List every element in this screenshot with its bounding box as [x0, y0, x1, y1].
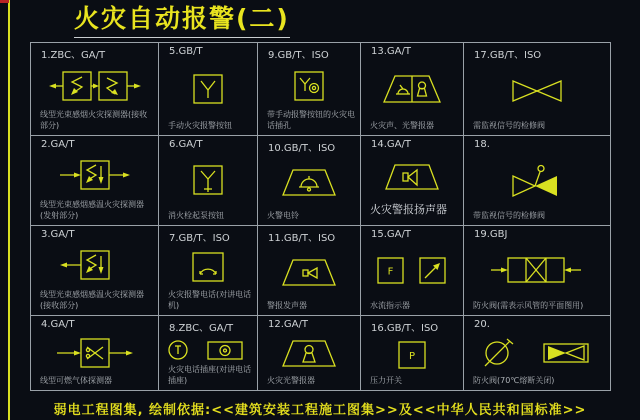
cell-code: 15.GA/T: [371, 229, 411, 240]
call-point-with-phone-jack-icon: [258, 61, 360, 110]
pressure-switch-icon: [361, 334, 463, 376]
cell-desc: 警报发声器: [267, 300, 307, 310]
monitored-service-valve-icon: [464, 150, 610, 211]
cell-desc: 火灾警报扬声器: [370, 202, 447, 216]
cell-desc: 火灾电话插座(对讲电话插座): [168, 365, 252, 385]
cell-code: 13.GA/T: [371, 46, 411, 57]
line-type-gas-detector-icon: [31, 330, 158, 376]
hydrant-pump-start-button-icon: [159, 150, 257, 211]
cell-code: 6.GA/T: [169, 139, 203, 150]
legend-cell-1: [31, 43, 159, 136]
cell-desc: 防火阀(需表示风管的平面图用): [473, 300, 584, 310]
fire-telephone-socket-icon: [159, 334, 257, 365]
fire-alarm-loudspeaker-icon: [361, 150, 463, 203]
cell-desc: 火警电铃: [267, 210, 299, 220]
legend-table: [30, 42, 611, 391]
cell-code: 14.GA/T: [371, 139, 411, 150]
legend-cell-7: [159, 226, 258, 316]
cell-desc: 防火阀(70℃熔断关闭): [473, 375, 555, 385]
cell-desc: 压力开关: [370, 375, 402, 385]
red-corner-mark: [0, 0, 9, 3]
fire-alarm-bell-icon: [258, 154, 360, 211]
cell-code: 18.: [474, 139, 490, 150]
cell-code: 10.GB/T、ISO: [268, 143, 336, 154]
cell-desc: 水流指示器: [370, 300, 410, 310]
legend-cell-4: [31, 316, 159, 391]
fire-damper-70c-icon: [464, 330, 610, 376]
cell-code: 2.GA/T: [41, 139, 75, 150]
cell-code: 20.: [474, 319, 490, 330]
cell-desc: 消火栓起泵按钮: [168, 210, 224, 220]
fire-alarm-telephone-icon: [159, 244, 257, 290]
svg-text:F: F: [387, 266, 394, 278]
legend-cell-8: [159, 316, 258, 391]
legend-cell-13: [361, 43, 464, 136]
cell-code: 4.GA/T: [41, 319, 75, 330]
cell-desc: 带手动报警按钮的火灾电话插孔: [267, 110, 355, 130]
cell-desc: 需监视信号的检修阀: [473, 120, 545, 130]
legend-cell-10: [258, 136, 361, 226]
cell-desc: 火灾报警电话(对讲电话机): [168, 290, 252, 310]
cell-code: 17.GB/T、ISO: [474, 50, 542, 61]
cell-desc: 火灾光警报器: [267, 375, 315, 385]
cell-desc: 线型光束感烟感温火灾探测器(接收部分): [40, 290, 144, 310]
cell-desc: 线型光束感烟感温火灾探测器(发射部分): [40, 200, 144, 220]
legend-cell-20: [464, 316, 611, 391]
legend-cell-12: [258, 316, 361, 391]
cell-code: 19.GBJ: [474, 229, 508, 240]
cell-desc: 带监视信号的检修阀: [473, 210, 545, 220]
legend-cell-11: [258, 226, 361, 316]
line-beam-detector-receiver-icon: [31, 240, 158, 290]
cell-code: 5.GB/T: [169, 46, 203, 57]
left-margin-line: [8, 0, 10, 420]
service-valve-icon: [464, 61, 610, 121]
cell-code: 3.GA/T: [41, 229, 75, 240]
alarm-sounder-icon: [258, 244, 360, 301]
cell-desc: 线型光束感烟火灾探测器(接收部分): [40, 110, 148, 130]
cell-code: 9.GB/T、ISO: [268, 50, 329, 61]
cell-code: 16.GB/T、ISO: [371, 323, 439, 334]
legend-cell-15: [361, 226, 464, 316]
cell-desc: 线型可燃气体探测器: [40, 375, 112, 385]
legend-cell-6: [159, 136, 258, 226]
cell-desc: 火灾声、光警报器: [370, 120, 434, 130]
footer-caption: 弱电工程图集, 绘制依据:<<建筑安装工程施工图集>>及<<中华人民共和国标准>>: [53, 403, 587, 418]
fire-sound-light-alarm-icon: [361, 57, 463, 121]
legend-cell-19: [464, 226, 611, 316]
water-flow-indicator-icon: [361, 240, 463, 301]
cell-code: 7.GB/T、ISO: [169, 233, 230, 244]
cell-desc: 手动火灾报警按钮: [168, 120, 232, 130]
fire-light-alarm-icon: [258, 330, 360, 376]
cell-code: 8.ZBC、GA/T: [169, 323, 234, 334]
legend-cell-16: [361, 316, 464, 391]
legend-cell-2: [31, 136, 159, 226]
legend-cell-18: [464, 136, 611, 226]
page-title: 火灾自动报警(二): [74, 5, 290, 38]
cell-code: 12.GA/T: [268, 319, 308, 330]
fire-damper-icon: [464, 240, 610, 301]
svg-text:P: P: [408, 350, 416, 362]
line-beam-smoke-detector-pair-icon: [31, 61, 158, 110]
legend-cell-14: [361, 136, 464, 226]
cell-code: 11.GB/T、ISO: [268, 233, 336, 244]
legend-cell-5: [159, 43, 258, 136]
line-beam-detector-transmitter-icon: [31, 150, 158, 200]
legend-cell-9: [258, 43, 361, 136]
cell-code: 1.ZBC、GA/T: [41, 50, 106, 61]
legend-cell-17: [464, 43, 611, 136]
manual-call-point-icon: [159, 57, 257, 121]
legend-cell-3: [31, 226, 159, 316]
